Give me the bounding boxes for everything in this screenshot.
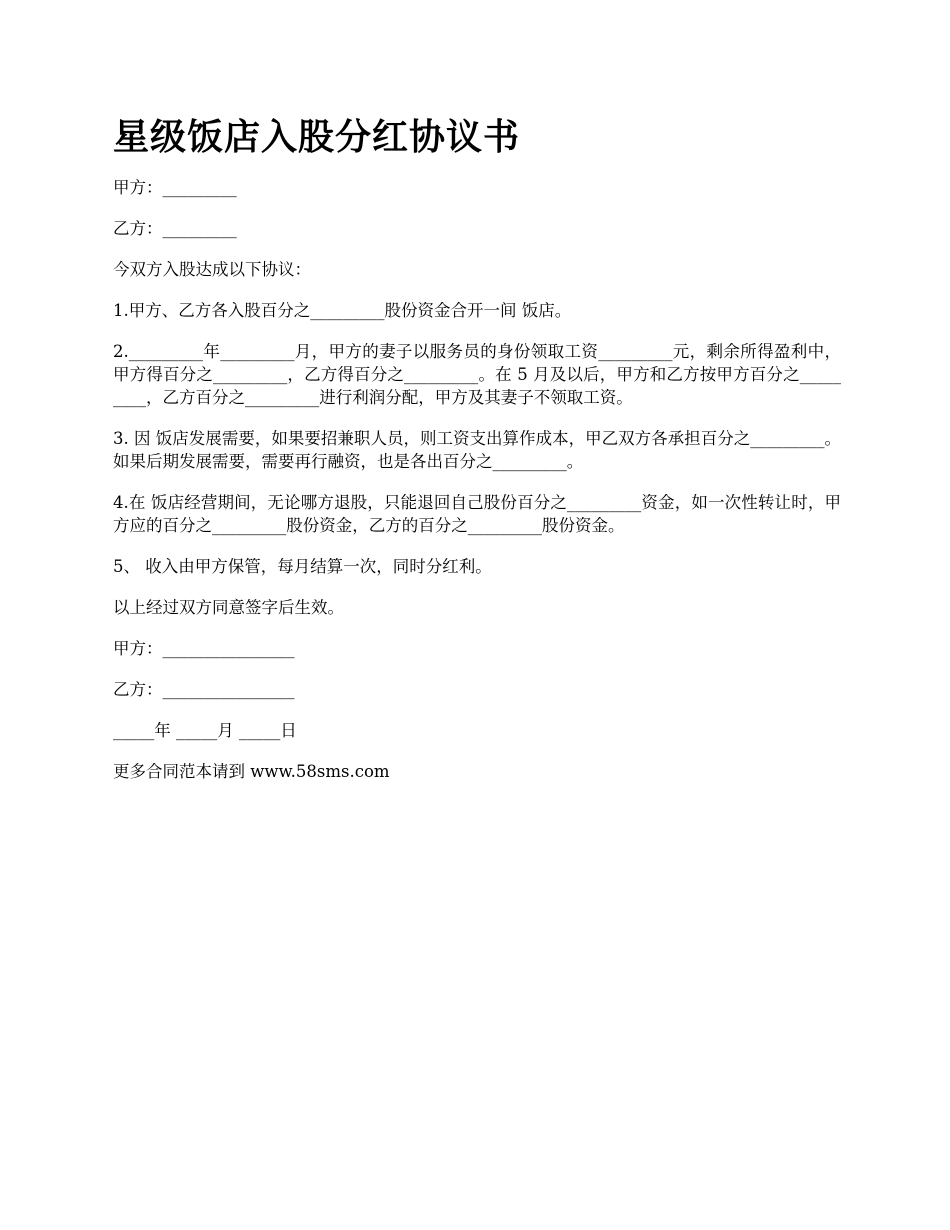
footer-note: 更多合同范本请到 www.58sms.com (113, 762, 390, 781)
document-title: 星级饭店入股分红协议书 (113, 117, 521, 158)
party-a-signature: 甲方：________________ (113, 639, 295, 658)
clause-1: 1.甲方、乙方各入股百分之_________股份资金合开一间 饭店。 (113, 301, 572, 320)
effective-statement: 以上经过双方同意签字后生效。 (113, 598, 344, 617)
date-line: _____年 _____月 _____日 (113, 721, 297, 740)
party-b-signature: 乙方：________________ (113, 680, 295, 699)
document-page (113, 112, 841, 801)
clause-4: 4.在 饭店经营期间，无论哪方退股，只能退回自己股份百分之_________资金，如一次性转让时，甲方应的百分之_________股份资金，乙方的百分之_________股份资金。 (113, 493, 841, 535)
clause-5: 5、 收入由甲方保管，每月结算一次，同时分红利。 (113, 557, 492, 576)
clause-3: 3. 因 饭店发展需要，如果要招兼职人员，则工资支出算作成本，甲乙双方各承担百分之_________。如果后期发展需要，需要再行融资，也是各出百分之_________。 (113, 429, 841, 471)
party-a-line: 甲方：_________ (113, 178, 237, 197)
party-b-line: 乙方：_________ (113, 219, 237, 238)
agreement-intro: 今双方入股达成以下协议： (113, 260, 311, 279)
clause-2: 2._________年_________月，甲方的妻子以服务员的身份领取工资_________元，剩余所得盈利中，甲方得百分之_________，乙方得百分之_________。在 5 月及以后，甲方和乙方按甲方百分之_________，乙方百分之_________进行利润分配，甲方及其妻子不领取工资。 (113, 342, 841, 407)
